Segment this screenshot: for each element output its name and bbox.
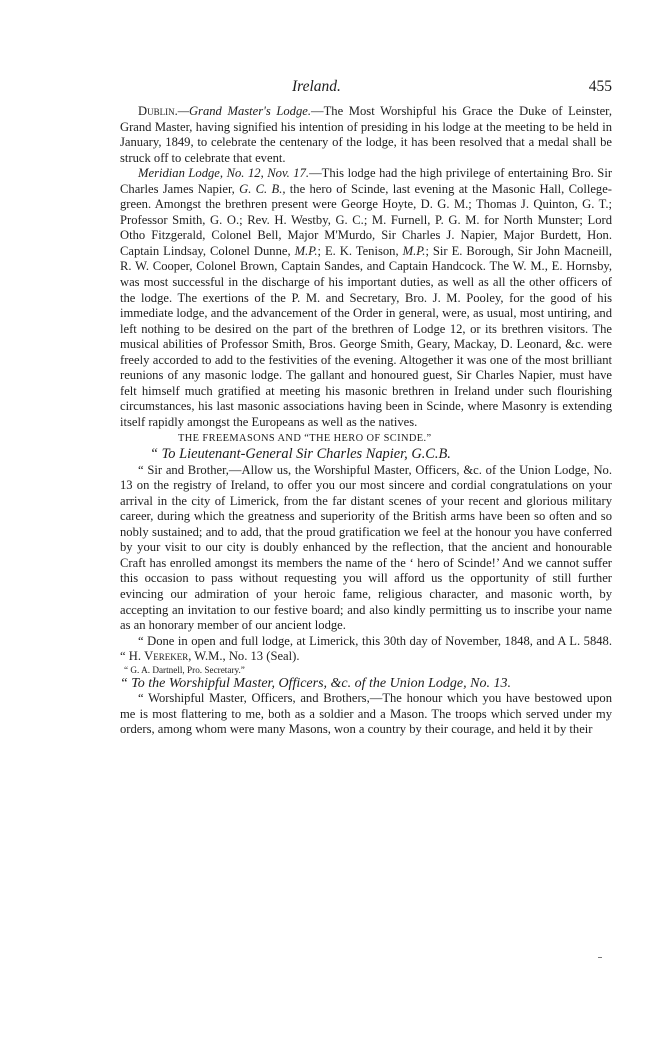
running-head <box>120 78 612 104</box>
lodge-name: Meridian Lodge, No. 12, Nov. 17. <box>138 166 310 181</box>
paragraph-done-in-lodge <box>120 634 612 665</box>
paragraph-dublin <box>120 104 612 166</box>
paragraph-text: , W.M., No. 13 (Seal). <box>188 649 300 664</box>
place-name: Dublin. <box>138 104 178 118</box>
page-number: 455 <box>588 78 612 95</box>
paragraph-text: “ Done in open and full lodge, at Limerick, this 30th day of November, 1848, and A L. 5848. “ H. <box>120 633 612 664</box>
reply-heading: “ To the Worshipful Master, Officers, &c. of the Union Lodge, No. 13. <box>120 675 511 691</box>
paragraph-reply: “ Worshipful Master, Officers, and Brothers,—The honour which you have bestowed upon me is most flattering to me, both as a soldier and a Mason. The troops which served under my orders, among whom were many Masons, won a country by their courage, and held it by their <box>120 691 612 737</box>
scan-mark <box>598 957 602 958</box>
paragraph-text: the hero of Scinde, last evening at the Masonic Hall, College-green. Amongst the brethren present were George Hoyte, D. G. M.; Thomas J. Quinton, G. T.; Professor Smith, G. O.; Rev. H. Westby, G. C.; M. Furnell, P. G. M. for North Munster; Lord Otho Fitzgerald, Colonel Bell, Major M'Murdo, Sir Charles J. Napier, Major Burdett, Hon. Captain Lindsay, Colonel Dunne, <box>120 181 612 258</box>
honorific: M.P. <box>402 243 426 258</box>
paragraph-text: ; E. K. Tenison, <box>317 243 403 258</box>
signatory-name: Vereker <box>144 649 189 664</box>
honorific: M.P. <box>294 243 318 258</box>
paragraph-address: “ Sir and Brother,—Allow us, the Worshipful Master, Officers, &c. of the Union Lodge, No. 13 on the registry of Ireland, to offer you our most sincere and cordial congratulations on your arrival in the city of Limerick, from the far distant scenes of your recent and glorious military career, during which the greatness and superiority of the British arms have been so often and so nobly sustained; and to add, that the proud gratification we feel at the honour you have conferred by your visit to our city is doubly enhanced by the reflection, that the ancient and honourable Craft has enrolled amongst its members the name of the ‘ hero of Scinde!’ And we cannot suffer this occasion to pass without requesting you will afford us the opportunity of still further evincing our admiration of your heroic fame, religious character, and masonic worth, by accepting an invitation to our festive board; and also kindly permitting us to inscribe your name as an honorary member of our ancient lodge. <box>120 462 612 633</box>
paragraph-meridian-lodge <box>120 166 612 430</box>
honorific: G. C. B., <box>239 181 286 196</box>
section-heading: THE FREEMASONS AND “THE HERO OF SCINDE.” <box>178 433 432 445</box>
paragraph-text: ; Sir E. Borough, Sir John Macneill, R. W. Cooper, Colonel Brown, Captain Sandes, and Captain Handcock. The W. M., E. Hornsby, was most successful in the discharge of his important duties, as well as all the other officers of the lodge. The exertions of the P. M. and Secretary, Bro. J. M. Pooley, for the good of his immediate lodge, and the advancement of the Order in general, were, as usual, most untiring, and left nothing to be desired on the part of the brethren of Lodge 12, or its brethren visitors. The musical abilities of Professor Smith, Bros. George Smith, Geary, Mackay, D. Leonard, &c. were freely accorded to add to the festivities of the evening. Altogether it was one of the most brilliant reunions of any masonic lodge. The gallant and honoured guest, Sir Charles Napier, must have felt himself much gratified at meeting his masonic brethren in Ireland under such flourishing circumstances, his last masonic associations having been in Scinde, where Masonry is extending itself rapidly amongst the Europeans as well as the natives. <box>120 243 612 429</box>
paragraph-text: —The Most Worshipful his Grace the Duke of Leinster, Grand Master, having signified his intention of presiding in his lodge at the meeting to be held in January, 1849, to celebrate the centenary of the lodge, it has been resolved that a medal shall be struck off to celebrate that event. <box>120 104 612 165</box>
body-text <box>120 104 612 738</box>
secretary-signoff: “ G. A. Dartnell, Pro. Secretary.” <box>124 664 245 675</box>
address-heading: “ To Lieutenant-General Sir Charles Napier, G.C.B. <box>150 446 451 463</box>
paragraph-text: —This lodge had the high privilege of entertaining Bro. Sir Charles James Napier, <box>120 166 613 196</box>
running-head-title: Ireland. <box>292 78 341 95</box>
lodge-name: —Grand Master's Lodge. <box>177 104 311 118</box>
